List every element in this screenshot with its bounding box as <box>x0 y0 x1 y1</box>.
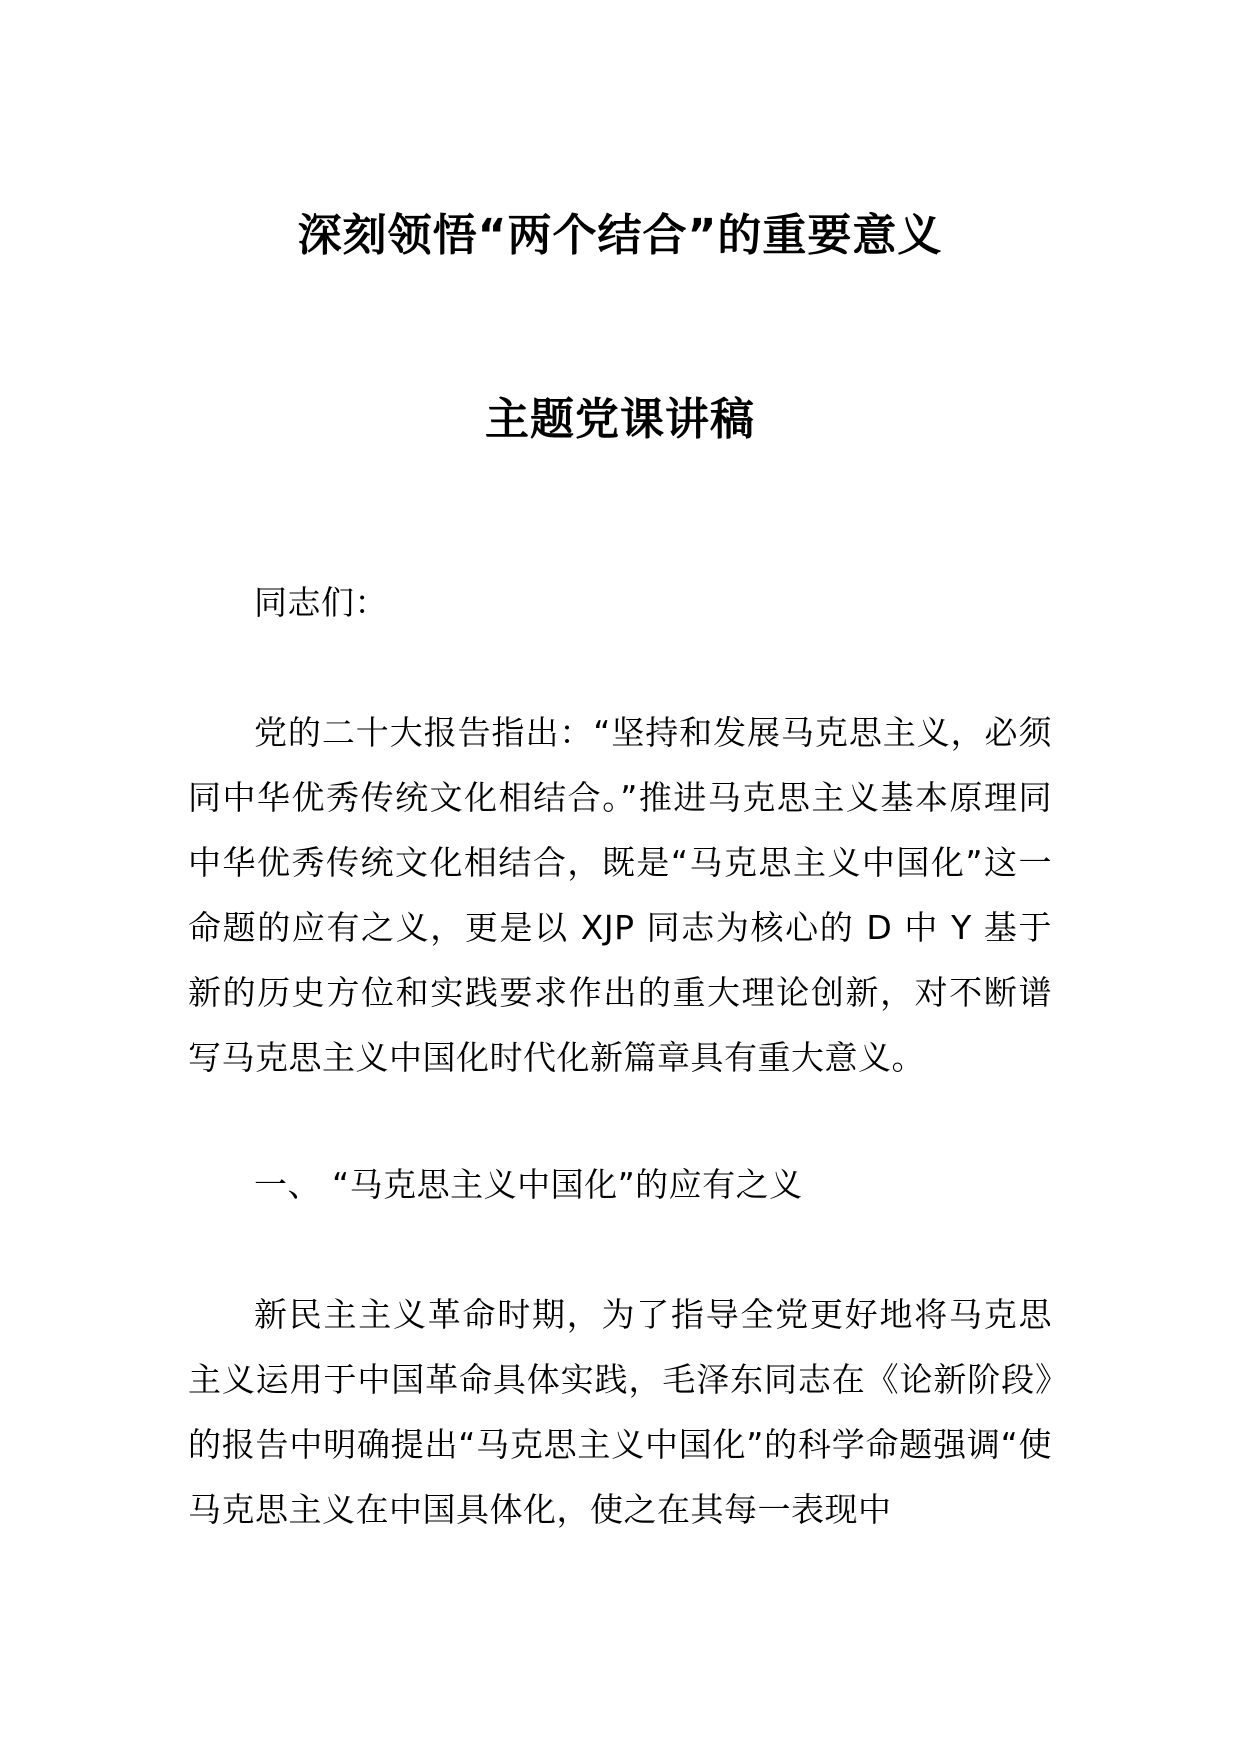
document-title-line1: 深刻领悟“两个结合”的重要意义 <box>297 210 943 261</box>
paragraph-intro: 党的二十大报告指出：“坚持和发展马克思主义，必须同中华优秀传统文化相结合。”推进马克思主义基本原理同中华优秀传统文化相结合，既是“马克思主义中国化”这一命题的应有之义，更是以 XJP 同志为核心的 D 中 Y 基于新的历史方位和实践要求作出的重大理论创新，对不断谱写马克思主义中国化时代化新篇章具有重大意义。 <box>188 713 1052 1077</box>
greeting: 同志们： <box>254 583 388 622</box>
section-heading-1: 一、 “马克思主义中国化”的应有之义 <box>254 1165 803 1204</box>
document-title-line2: 主题党课讲稿 <box>485 394 755 445</box>
paragraph-section-1: 新民主主义革命时期，为了指导全党更好地将马克思主义运用于中国革命具体实践，毛泽东同志在《论新阶段》的报告中明确提出“马克思主义中国化”的科学命题强调“使马克思主义在中国具体化，使之在其每一表现中 <box>188 1295 1052 1529</box>
